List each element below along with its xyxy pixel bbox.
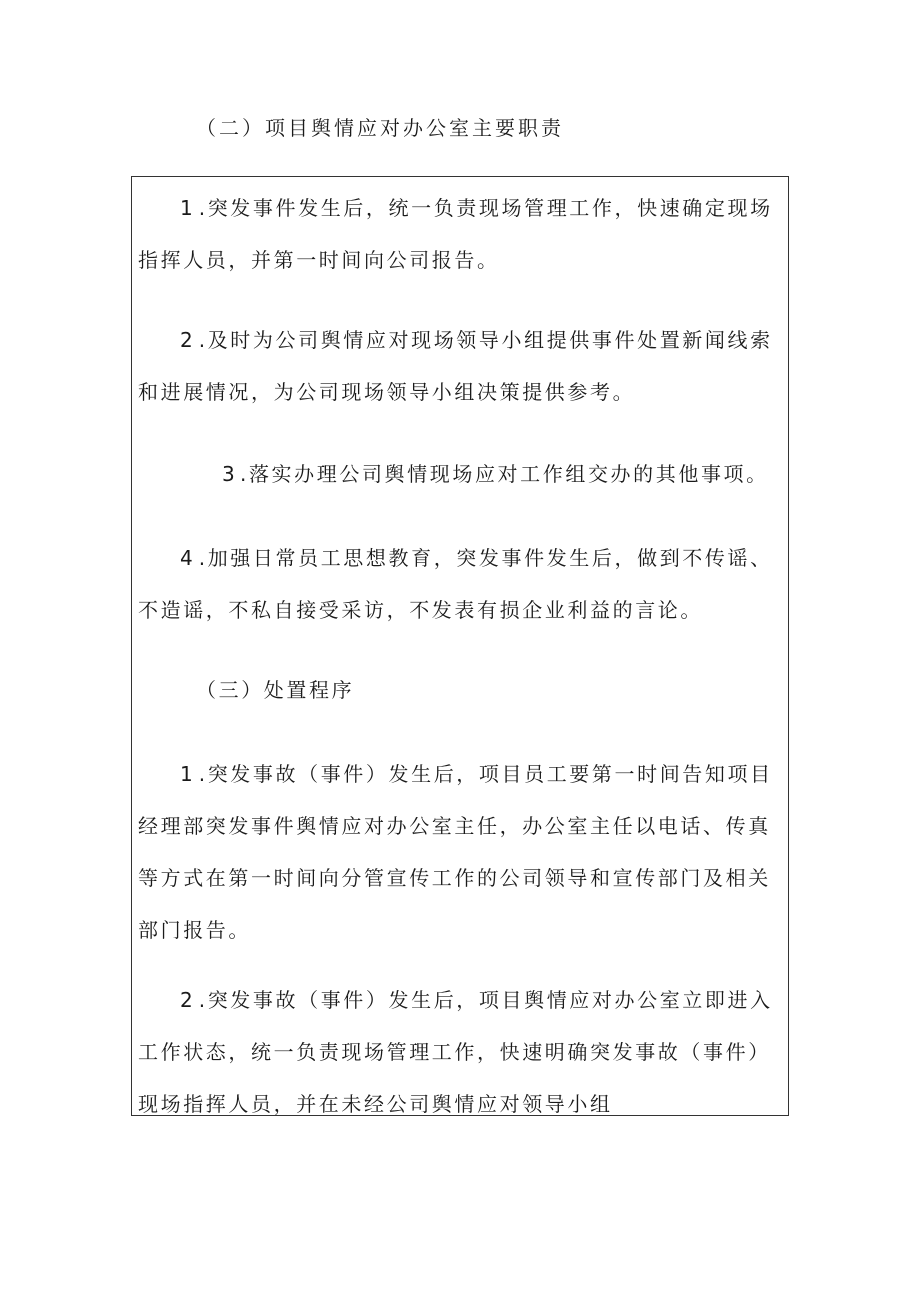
item-text: .突发事故（事件）发生后，项目舆情应对办公室立即进入工作状态，统一负责现场管理工作，快速明确突发事故（事件）现场指挥人员，并在未经公司舆情应对领导小组 [138,988,773,1116]
item-text: .突发事件发生后，统一负责现场管理工作，快速确定现场指挥人员，并第一时间向公司报告。 [138,196,773,272]
duty-item-1 [138,182,790,286]
procedure-item-1 [138,748,790,956]
item-number: 3 [222,462,235,486]
item-number: 2 [180,988,199,1012]
item-text: .加强日常员工思想教育，突发事件发生后，做到不传谣、不造谣，不私自接受采访，不发表有损企业利益的言论。 [138,546,773,622]
section-heading-duties: （二）项目舆情应对办公室主要职责 [196,116,564,140]
item-number: 1 [180,762,199,786]
duty-item-2 [138,314,790,418]
section-heading-procedure: （三）处置程序 [196,678,355,702]
procedure-item-2 [138,974,790,1130]
duty-item-3 [138,448,790,500]
item-text: .落实办理公司舆情现场应对工作组交办的其他事项。 [240,462,769,486]
duty-item-4 [138,532,790,636]
item-text: .突发事故（事件）发生后，项目员工要第一时间告知项目经理部突发事件舆情应对办公室主任，办公室主任以电话、传真等方式在第一时间向分管宣传工作的公司领导和宣传部门及相关部门报告。 [138,762,773,942]
item-number: 1 [180,196,199,220]
item-number: 4 [180,546,199,570]
item-number: 2 [180,328,199,352]
item-text: .及时为公司舆情应对现场领导小组提供事件处置新闻线索和进展情况，为公司现场领导小组决策提供参考。 [138,328,773,404]
